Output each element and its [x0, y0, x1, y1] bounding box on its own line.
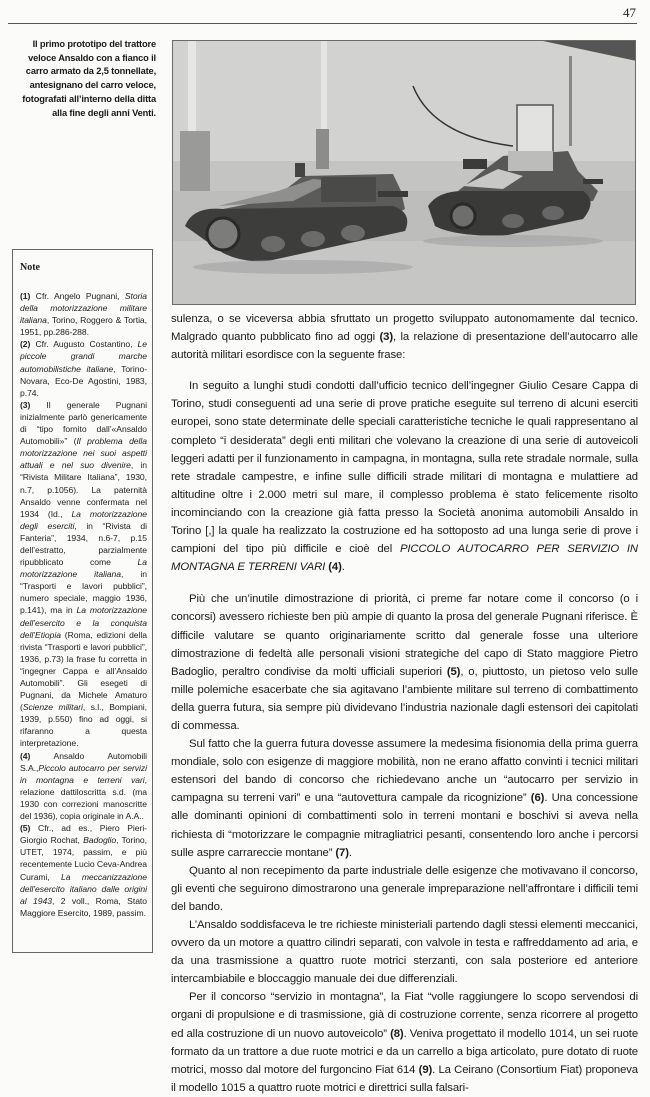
tank-photo — [172, 40, 636, 305]
paragraph-text: Sul fatto che la guerra futura dovesse assumere la medesima fisionomia della prima guerra mondiale, solo con esigenze di maggiore mobilità, non ne erano affatto convinti i tecnici militari estensori del bando di concorso che richiedevano anche un “autocarro per servizio in campagna su terreni vari” e una “autovettura campale da ricognizione” — [171, 738, 638, 805]
footnote-ref: (3) — [379, 331, 394, 344]
footnote-number: (3) — [20, 399, 31, 410]
quote-italic-title: PICCOLO AUTOCARRO PER SERVIZIO IN MONTAGNA E TERRENI VARI — [171, 543, 638, 574]
paragraph-text: Più che un’inutile dimostrazione di priorità, ci preme far notare come il concorso (o i concorsi) avessero richieste ben più ampie di quanto la prosa del generale Pugnani riferisce. È difficile valutare se quanto originariamente scritto dal generale fosse una ulteriore dimostrazione di fedeltà alle personali visioni strategiche del capo di Stato maggiore Pietro Badoglio, peraltro condivise da molti ufficiali superiori — [171, 593, 638, 678]
photo-illustration — [173, 41, 636, 305]
footnote-1 — [20, 290, 147, 338]
footnote-number: (1) — [20, 291, 31, 301]
note-title-italic: Scienze militari — [22, 702, 83, 713]
note-text: , s.l., Bompiani, 1939, p.550) fino ad oggi, si rifaranno a questa interpretazione. — [20, 702, 147, 749]
note-text: Cfr. Augusto Costantino, — [30, 339, 138, 350]
note-text: , in “Rivista di Fanteria”, 1934, n.6-7, p.15 dell’estratto, parzialmente ripubblicato come — [20, 520, 147, 568]
footnote-ref: (9) — [418, 1063, 433, 1076]
footnote-ref: (5) — [446, 665, 461, 678]
footnote-2 — [20, 338, 147, 398]
note-text: Cfr., ad es., Piero Pieri-Giorgio Rochat, — [20, 823, 147, 846]
paragraph-text: , o, piuttosto, un pietoso velo sulle mille polemiche esacerbate che sia agitavano l’ambiente militare sul terreno di combattimento della guerra futura, sia sempre più dividevano l’industria nazionale dagli estensori dei capitolati di commessa. — [171, 665, 639, 732]
note-text: , Torino, Roggero & Tortia, 1951, pp.286-288. — [20, 315, 147, 338]
note-title-italic: Le piccole grandi marche automobilistiche italiane — [20, 339, 147, 374]
paragraph-text: . La Ceirano (Consortium Fiat) proponeva il modello 1015 a quattro ruote motrici e direttrici sulla falsari- — [171, 1063, 638, 1094]
footnote-ref: (7) — [335, 846, 349, 859]
footnote-ref: (6) — [530, 792, 545, 805]
paragraph-1 — [171, 310, 638, 364]
quoted-passage — [171, 377, 638, 576]
photo-caption — [8, 38, 156, 120]
note-text: , in “Trasporti e lavori pubblici”, numero speciale, maggio 1936, p.141), ma in — [20, 569, 147, 616]
footnote-number: (4) — [20, 750, 31, 761]
note-text: Ansaldo Automobili S.A., — [20, 750, 147, 773]
caption-line: carro armato da 2,5 tonnellate, — [25, 66, 156, 77]
paragraph-text: . Veniva progettato il modello 1014, un sei ruote formato da un trattore a due ruote motrici e da un carrello a biga articolato, pure dotato di ruote motrici, mosso dal motore del furgoncino Fiat 614 — [171, 1027, 639, 1076]
footnote-number: (2) — [20, 339, 31, 350]
header-rule — [8, 23, 637, 24]
note-text: (Roma, edizioni della rivista “Trasporti e lavori pubblici”, 1936, p.73) la frase fu corretta in “ingegner Cappa e all’Ansaldo Automobili”. Gli esegeti di Pugnani, da Michele Amaturo ( — [20, 629, 147, 713]
paragraph-6 — [171, 988, 638, 1097]
note-title-italic: Storia della motorizzazione militare italiana — [20, 291, 147, 326]
footnote-ref: (8) — [390, 1027, 404, 1040]
note-text: , Torino-Novara, Eco-De Agostini, 1983, p.74. — [20, 363, 147, 398]
page-number: 47 — [623, 5, 636, 20]
note-title-italic: Piccolo autocarro per servizi in montagna e terreni vari — [20, 762, 147, 785]
paragraph-text: In seguito a lunghi studi condotti dall’ufficio tecnico dell’ingegner Giulio Cesare Cappa di Torino, studi conseguenti ad una serie di prove pratiche eseguite sul terreno di alcuni eserciti europei, sono state determinate delle speciali caratteristiche tecniche le quali rappresentano al completo “i desiderata” degli enti militari che volevano la creazione di una serie di autoveicoli leggeri adatti per il funzionamento in campagna, in montagna, sulla rete stradale normale, sulla rete stradale campestre, e infine sulle difficili strade militari di montagna e mulattiere ad altitudine oltre i 2.000 metri sul mare, il complesso problema è stato felicemente risolto incominciando con la creazione già fatta presso la Società anonima automobili Ansaldo in Torino [,] la quale ha realizzato la costruzione ed ha sottoposto ad una lunga serie di prove i campioni del tipo più difficile e cioè del — [171, 380, 638, 556]
note-text: , 2 voll., Roma, Stato Maggiore Esercito, 1989, passim. — [20, 895, 147, 918]
note-text: , in “Rivista Militare Italiana”, 1930, n.7, p.1056). La paternità Ansaldo venne confermata nel 1934 (Id., — [20, 460, 147, 519]
paragraph-3 — [171, 735, 638, 862]
caption-line: fotografati all’interno della ditta — [22, 93, 156, 104]
footnote-5 — [20, 822, 147, 919]
paragraph-4: Quanto al non recepimento da parte industriale delle esigenze che motivavano il concorso, gli eventi che seguirono dimostrarono una generale impreparazione nell’affrontare i difficili temi del bando. — [171, 864, 638, 913]
caption-line: veloce Ansaldo con a fianco il — [28, 52, 156, 63]
caption-line: Il primo prototipo del trattore — [32, 39, 156, 49]
paragraph-text: Per il concorso “servizio in montagna”, la Fiat “volle raggiungere lo scopo servendosi di organi di propulsione e di trasmissione, già di costruzione corrente, senza ricorrere al progetto ed alla costruzione di un nuovo autoveicolo” — [171, 991, 638, 1040]
note-title-italic: La motorizzazione degli eserciti — [20, 508, 147, 531]
footnote-4 — [20, 750, 147, 823]
caption-line: antesignano del carro veloce, — [29, 80, 156, 91]
paragraph-text: . — [341, 561, 345, 574]
paragraph-5: L’Ansaldo soddisfaceva le tre richieste ministeriali partendo dagli stessi elementi meccanici, ovvero da un motore a quattro cilindri separati, con valvole in testa e raffreddamento ad aria, e da una trasmissione a quattro ruote motrici sterzanti, con sala posteriore ed anteriore intercambiabile e bloccaggio manuale dei due differenziali. — [171, 919, 638, 986]
main-text-column — [171, 310, 638, 1097]
caption-line: alla fine degli anni Venti. — [52, 107, 156, 118]
paragraph-text: . — [348, 846, 352, 859]
note-title-italic: Il problema della motorizzazione nei suoi aspetti attuali e nel suo divenire — [20, 436, 147, 471]
note-text: , Torino, UTET, 1974, passim, e più recentemente Lucio Ceva-Andrea Curami, — [20, 835, 148, 882]
notes-title: Note — [20, 262, 40, 273]
paragraph-text: . Una concessione alle dominanti opinioni di combattimenti solo in terreni montani e boschivi si aveva nella richiesta di “motorizzare le compagnie mitragliatrici pesanti, consentendo loro anche i percorsi sulle aspre carrareccie montane” — [171, 792, 638, 859]
note-text: , relazione dattiloscritta s.d. (ma 1930 con correzioni manoscritte del 1936), copia originale in A.A.. — [20, 774, 147, 822]
note-title-italic: Badoglio — [83, 835, 117, 846]
note-text: Il generale Pugnani inizialmente parlò genericamente di “tipo fornito dall’«Ansaldo Automobili»” ( — [20, 399, 147, 447]
footnote-3 — [20, 399, 147, 750]
note-text: Cfr. Angelo Pugnani, — [30, 291, 125, 301]
paragraph-text: , la relazione di presentazione dell’autocarro alle autorità militari esordisce con la seguente frase: — [171, 331, 638, 362]
note-title-italic: La motorizzazione dell’esercito e la conquista dell’Etiopia — [20, 605, 147, 640]
note-title-italic: La meccanizzazione dell’esercito italiano dalle origini al 1943 — [20, 871, 147, 906]
paragraph-text: sulenza, o se viceversa abbia sfruttato un progetto sviluppato autonomamente dal tecnico. Malgrado quanto pubblicato fino ad oggi — [171, 313, 638, 344]
footnote-ref: (4) — [325, 561, 342, 574]
paragraph-2 — [171, 590, 638, 735]
note-title-italic: La motorizzazione italiana — [20, 557, 147, 580]
notes-box — [12, 249, 153, 953]
footnote-number: (5) — [20, 823, 31, 834]
